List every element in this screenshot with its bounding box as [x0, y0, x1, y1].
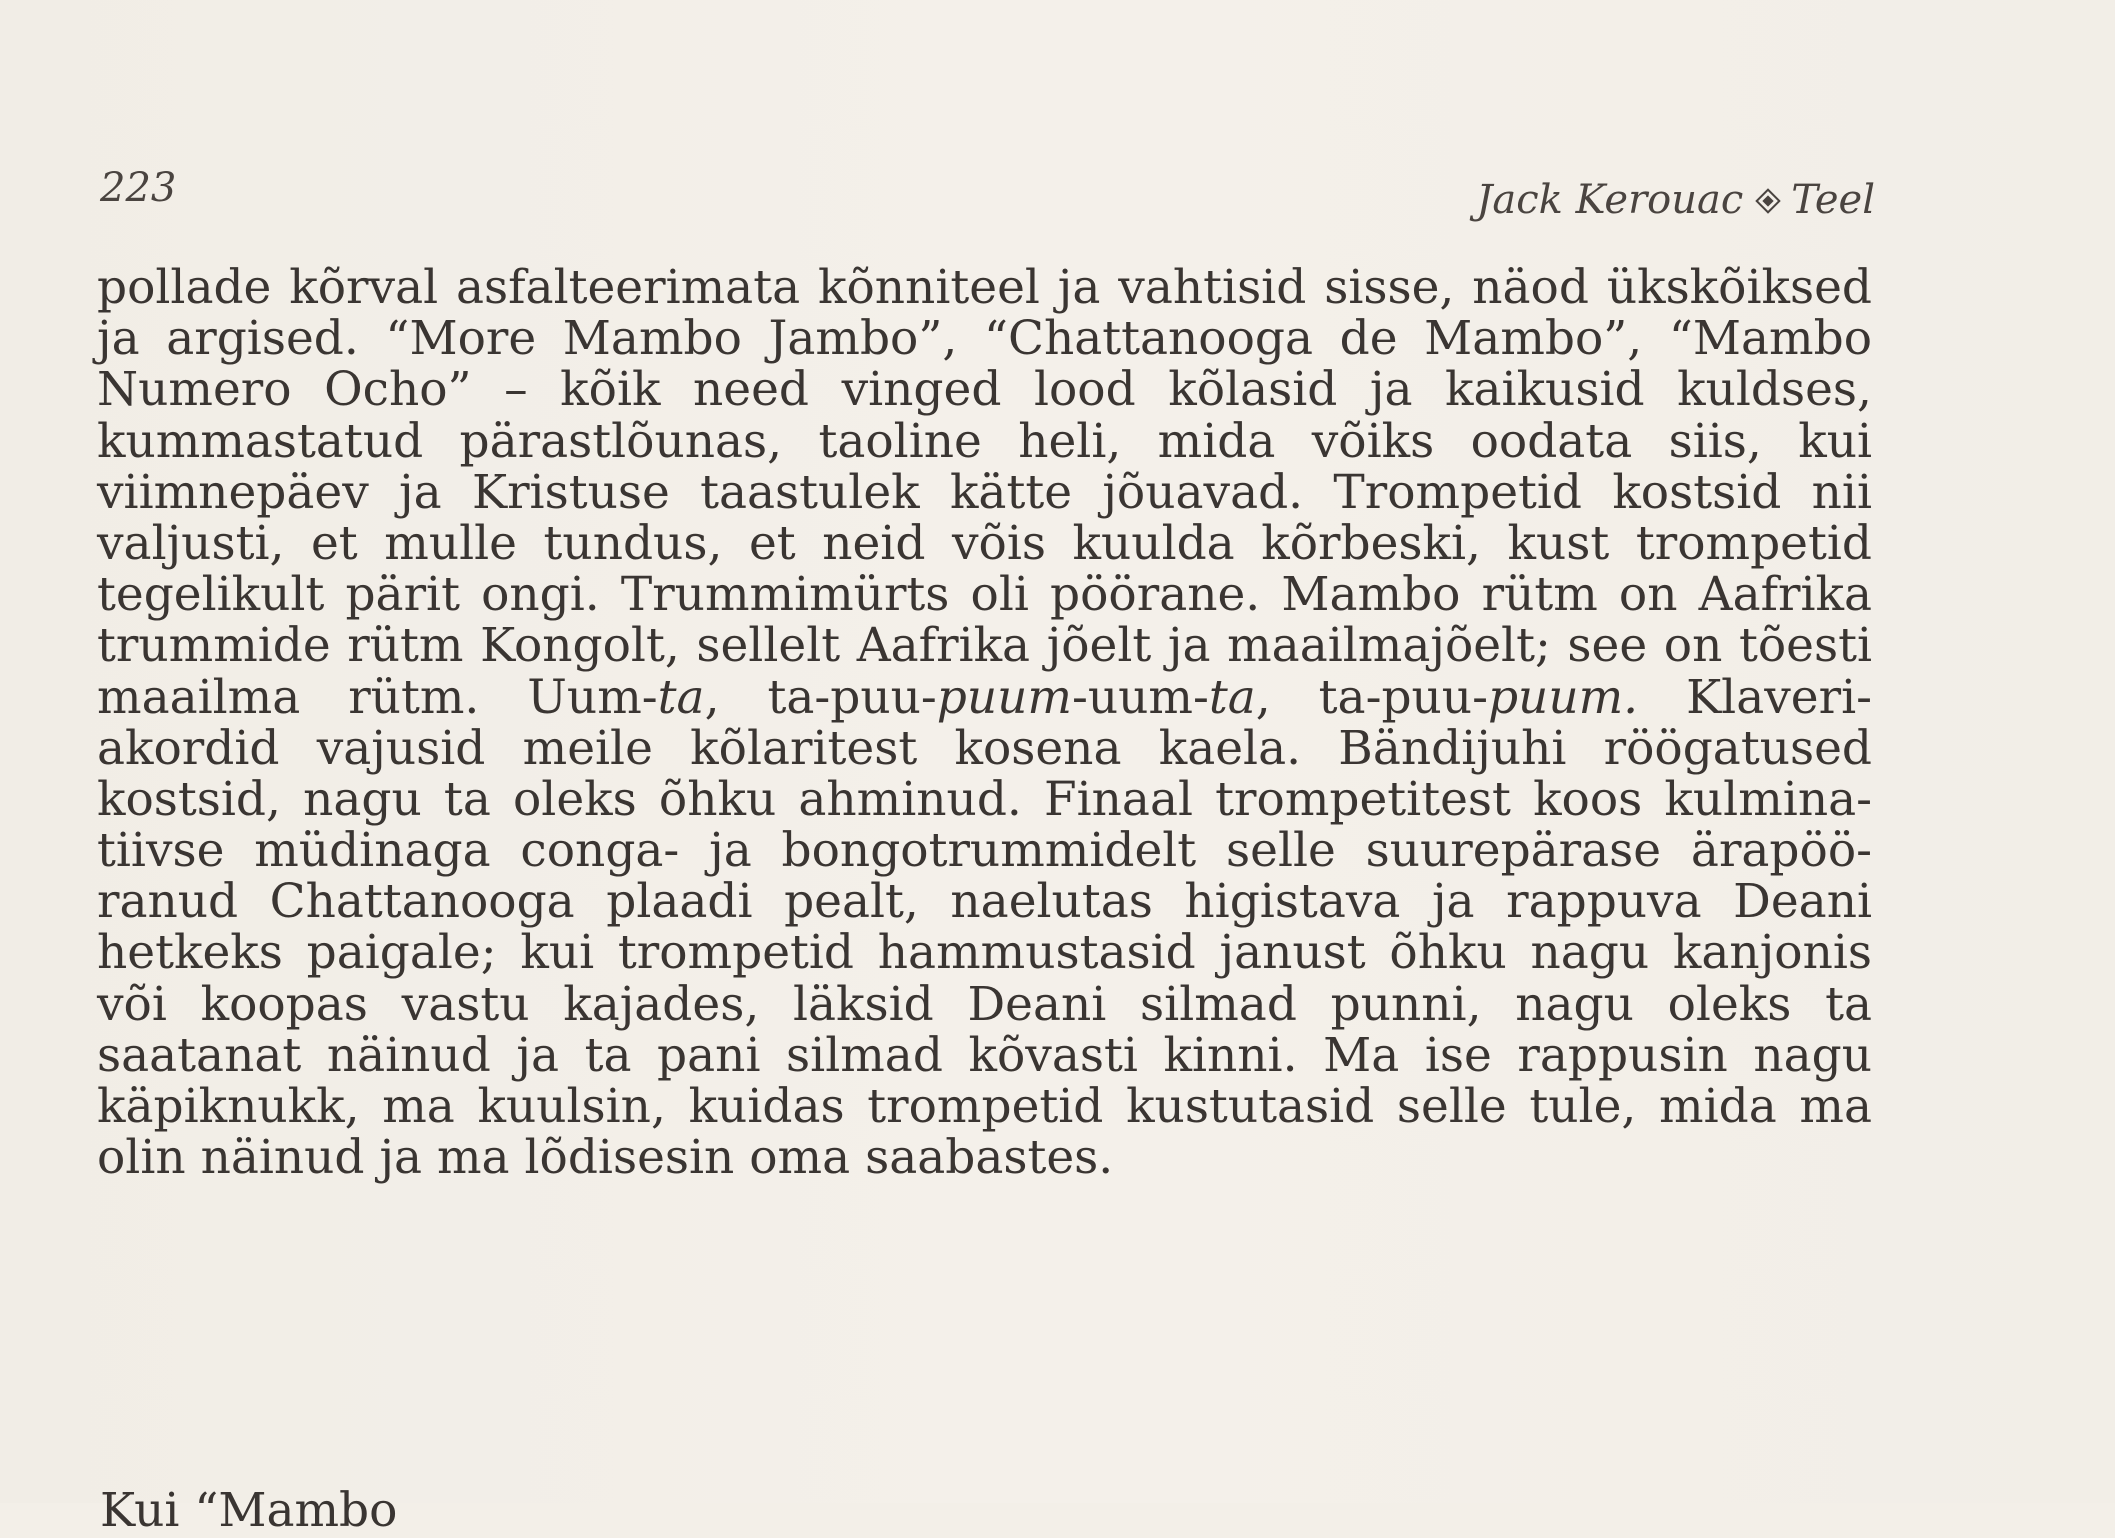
italic-run: puum [936, 669, 1072, 725]
page-number: 223 [100, 165, 177, 211]
text-line: tiivse müdinaga conga- ja bongotrummidelt selle suurepärase ärapöö- [97, 823, 1872, 879]
italic-run: ta [657, 669, 705, 725]
italic-run: puum. [1487, 669, 1639, 725]
page-header [100, 165, 1875, 225]
text-line: või koopas vastu kajades, läksid Deani silmad punni, nagu oleks ta [97, 976, 1872, 1032]
running-head-author: Jack Kerouac [1476, 177, 1744, 223]
italic-run: ta [1208, 669, 1256, 725]
cut-off-text: Kui “Mambo [100, 1483, 398, 1538]
text-run: , ta-puu- [704, 669, 937, 725]
text-line-with-italics [97, 669, 1872, 725]
body-text [97, 260, 1872, 1186]
text-line: valjusti, et mulle tundus, et neid võis kuulda kõrbeski, kust trompetid [97, 515, 1872, 571]
running-head [1476, 177, 1875, 223]
text-line: kummastatud pärastlõunas, taoline heli, mida võiks oodata siis, kui [97, 413, 1872, 469]
text-line: kostsid, nagu ta oleks õhku ahminud. Finaal trompetitest koos kulmina- [97, 771, 1872, 827]
text-line: Numero Ocho” – kõik need vinged lood kõlasid ja kaikusid kuldses, [97, 362, 1872, 418]
text-line-paragraph-end: olin näinud ja ma lõdisesin oma saabastes. [97, 1130, 1114, 1186]
text-line: ja argised. “More Mambo Jambo”, “Chattanooga de Mambo”, “Mambo [97, 311, 1872, 367]
text-line: viimnepäev ja Kristuse taastulek kätte jõuavad. Trompetid kostsid nii [97, 464, 1872, 520]
text-run: -uum- [1071, 669, 1209, 725]
text-run: maailma rütm. Uum- [97, 669, 658, 725]
text-line: trummide rütm Kongolt, sellelt Aafrika jõelt ja maailmajõelt; see on tõesti [97, 618, 1872, 674]
diamond-icon [1756, 188, 1781, 213]
text-line: hetkeks paigale; kui trompetid hammustasid janust õhku nagu kanjonis [97, 925, 1872, 981]
cut-off-next-line [100, 1483, 1875, 1538]
text-run: , ta-puu- [1255, 669, 1488, 725]
text-line: pollade kõrval asfalteerimata kõnniteel ja vahtisid sisse, näod ükskõiksed [97, 260, 1872, 315]
text-line: käpiknukk, ma kuulsin, kuidas trompetid kustutasid selle tule, mida ma [97, 1079, 1872, 1134]
text-line: akordid vajusid meile kõlaritest kosena kaela. Bändijuhi röögatused [97, 720, 1872, 776]
text-line: saatanat näinud ja ta pani silmad kõvasti kinni. Ma ise rappusin nagu [97, 1027, 1872, 1083]
text-line: tegelikult pärit ongi. Trummimürts oli pöörane. Mambo rütm on Aafrika [97, 567, 1872, 623]
running-head-title: Teel [1791, 177, 1875, 223]
text-run: Klaveri- [1638, 669, 1872, 725]
text-line: ranud Chattanooga plaadi pealt, naelutas higistava ja rappuva Deani [97, 874, 1872, 930]
